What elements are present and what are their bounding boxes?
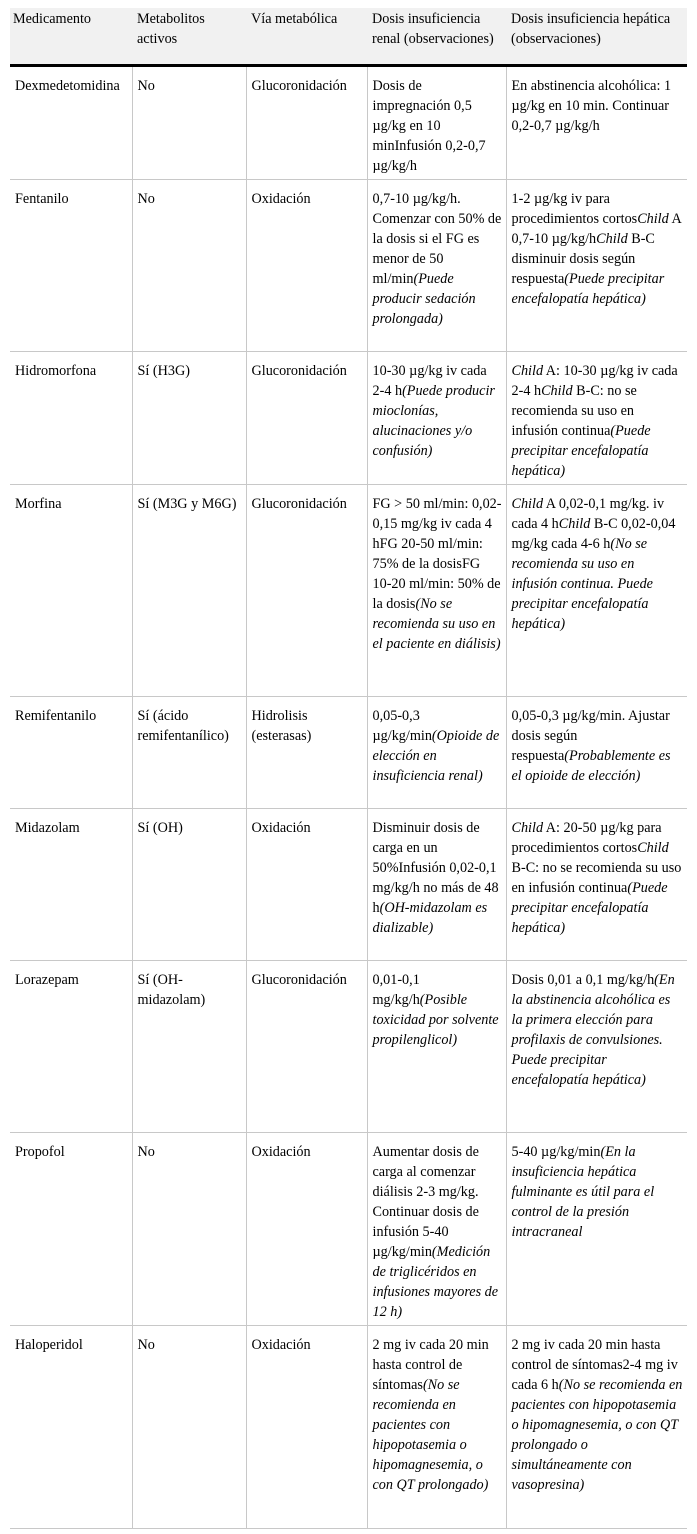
table-row	[10, 179, 687, 351]
metabolites-cell: No	[132, 65, 246, 179]
hepatic-dose-text: 5-40 µg/kg/min	[511, 1143, 601, 1160]
pathway-cell: Oxidación	[246, 808, 367, 960]
child-label: Child	[637, 839, 669, 856]
hepatic-observation: (En la insuficiencia hepática fulminante es útil para el control de la presión intracraneal	[511, 1143, 655, 1240]
child-label: Child	[511, 495, 544, 512]
table-row	[10, 65, 687, 179]
header-renal-dose: Dosis insuficiencia renal (observaciones)	[367, 8, 506, 65]
pathway-cell: Oxidación	[246, 179, 367, 351]
child-label: Child	[596, 230, 628, 247]
table-row	[10, 1132, 687, 1325]
child-label: Child	[541, 382, 573, 399]
table-row	[10, 484, 687, 696]
metabolites-cell: Sí (ácido remifentanílico)	[132, 696, 246, 808]
drug-cell: Remifentanilo	[10, 696, 132, 808]
hepatic-dose-text: B-C: no se recomienda su uso en infusión continua	[511, 382, 637, 439]
drug-cell: Midazolam	[10, 808, 132, 960]
renal-dose-cell	[367, 1132, 506, 1325]
metabolites-cell: No	[132, 1325, 246, 1528]
hepatic-dose-cell	[506, 484, 687, 696]
drug-cell: Fentanilo	[10, 179, 132, 351]
hepatic-dose-text: 1-2 µg/kg iv para procedimientos cortos	[511, 190, 638, 227]
renal-dose-text: 0,7-10 µg/kg/h. Comenzar con 50% de la dosis si el FG es menor de 50 ml/min	[372, 190, 502, 287]
renal-dose-cell	[367, 179, 506, 351]
renal-observation: (Opioide de elección en insuficiencia renal)	[372, 727, 500, 784]
table-body	[10, 65, 687, 1528]
hepatic-dose-text: B-C disminuir dosis según respuesta	[511, 230, 655, 287]
table-row	[10, 808, 687, 960]
child-label: Child	[637, 210, 669, 227]
renal-dose-cell	[367, 808, 506, 960]
metabolites-cell: Sí (H3G)	[132, 351, 246, 484]
table-row	[10, 696, 687, 808]
hepatic-dose-text: B-C: no se recomienda su uso en infusión continua	[511, 859, 682, 896]
renal-dose-text: 2 mg iv cada 20 min hasta control de síntomas	[372, 1336, 489, 1393]
hepatic-dose-text: 0,05-0,3 µg/kg/min. Ajustar dosis según respuesta	[511, 707, 670, 764]
drug-cell: Propofol	[10, 1132, 132, 1325]
renal-observation: (Medición de triglicéridos en infusiones mayores de 12 h)	[372, 1243, 499, 1320]
drug-cell: Haloperidol	[10, 1325, 132, 1528]
pathway-cell: Glucoronidación	[246, 65, 367, 179]
hepatic-dose-cell	[506, 1325, 687, 1528]
hepatic-dose-cell	[506, 1132, 687, 1325]
header-metabolites: Metabolitos activos	[132, 8, 246, 65]
metabolites-cell: No	[132, 179, 246, 351]
child-label: Child	[558, 515, 591, 532]
renal-observation: (No se recomienda en pacientes con hipopotasemia o hipomagnesemia, o con QT prolongado)	[372, 1376, 489, 1493]
hepatic-observation: (Puede precipitar encefalopatía hepática)	[511, 879, 668, 936]
header-drug: Medicamento	[10, 8, 132, 65]
drug-cell: Hidromorfona	[10, 351, 132, 484]
renal-dose-cell	[367, 1325, 506, 1528]
drug-cell: Dexmedetomidina	[10, 65, 132, 179]
table-row	[10, 1325, 687, 1528]
renal-dose-cell	[367, 351, 506, 484]
header-pathway: Vía metabólica	[246, 8, 367, 65]
renal-dose-text: Disminuir dosis de carga en un 50%Infusión 0,02-0,1 mg/kg/h no más de 48 h	[372, 819, 499, 916]
table-header	[10, 8, 687, 65]
hepatic-dose-cell	[506, 65, 687, 179]
drug-cell: Lorazepam	[10, 960, 132, 1132]
header-hepatic-dose: Dosis insuficiencia hepática (observaciones)	[506, 8, 687, 65]
metabolites-cell: Sí (OH-midazolam)	[132, 960, 246, 1132]
pathway-cell: Glucoronidación	[246, 351, 367, 484]
pathway-cell: Oxidación	[246, 1325, 367, 1528]
renal-dose-cell	[367, 484, 506, 696]
metabolites-cell: No	[132, 1132, 246, 1325]
hepatic-dose-cell	[506, 696, 687, 808]
hepatic-dose-cell	[506, 351, 687, 484]
renal-dose-text: 0,01-0,1 mg/kg/h	[372, 971, 420, 1008]
child-label: Child	[511, 362, 544, 379]
renal-dose-text: 0,05-0,3 µg/kg/min	[372, 707, 432, 744]
hepatic-dose-text: En abstinencia alcohólica: 1 µg/kg en 10 min. Continuar 0,2-0,7 µg/kg/h	[511, 77, 672, 134]
pathway-cell: Oxidación	[246, 1132, 367, 1325]
hepatic-dose-text: A: 20-50 µg/kg para procedimientos cortos	[511, 819, 662, 856]
hepatic-observation: (No se recomienda su uso en infusión continua. Puede precipitar encefalopatía hepática)	[511, 535, 653, 632]
metabolites-cell: Sí (OH)	[132, 808, 246, 960]
child-label: Child	[511, 819, 544, 836]
renal-dose-text: Aumentar dosis de carga al comenzar diálisis 2-3 mg/kg. Continuar dosis de infusión 5-40 µg/kg/min	[372, 1143, 479, 1260]
pathway-cell: Hidrolisis (esterasas)	[246, 696, 367, 808]
hepatic-observation: (Probablemente es el opioide de elección)	[511, 747, 671, 784]
drug-cell: Morfina	[10, 484, 132, 696]
hepatic-observation: (Puede precipitar encefalopatía hepática)	[511, 422, 651, 479]
renal-observation: (Posible toxicidad por solvente propilenglicol)	[372, 991, 499, 1048]
hepatic-dose-text: A 0,7-10 µg/kg/h	[511, 210, 681, 247]
renal-dose-text: FG > 50 ml/min: 0,02-0,15 mg/kg iv cada 4 hFG 20-50 ml/min: 75% de la dosisFG 10-20 ml/min: 50% de la dosis	[372, 495, 502, 612]
header-row	[10, 8, 687, 65]
renal-observation: (No se recomienda su uso en el paciente en diálisis)	[372, 595, 501, 652]
hepatic-dose-text: A: 10-30 µg/kg iv cada 2-4 h	[511, 362, 678, 399]
renal-observation: (Puede producir mioclonías, alucinaciones y/o confusión)	[372, 382, 495, 459]
hepatic-dose-cell	[506, 960, 687, 1132]
hepatic-dose-text: A 0,02-0,1 mg/kg. iv cada 4 h	[511, 495, 665, 532]
hepatic-dose-text: 2 mg iv cada 20 min hasta control de síntomas2-4 mg iv cada 6 h	[511, 1336, 678, 1393]
drug-dosing-table	[10, 8, 687, 1529]
renal-observation: (Puede producir sedación prolongada)	[372, 270, 476, 327]
hepatic-observation: (No se recomienda en pacientes con hipopotasemia o hipomagnesemia, o con QT prolongado o simultáneamente con vasopresina)	[511, 1376, 683, 1493]
renal-dose-cell	[367, 65, 506, 179]
renal-dose-cell	[367, 960, 506, 1132]
pathway-cell: Glucoronidación	[246, 484, 367, 696]
hepatic-dose-text: Dosis 0,01 a 0,1 mg/kg/h	[511, 971, 655, 988]
renal-dose-text: Dosis de impregnación 0,5 µg/kg en 10 minInfusión 0,2-0,7 µg/kg/h	[372, 77, 486, 174]
hepatic-observation: (Puede precipitar encefalopatía hepática)	[511, 270, 665, 307]
pathway-cell: Glucoronidación	[246, 960, 367, 1132]
table-row	[10, 960, 687, 1132]
renal-dose-cell	[367, 696, 506, 808]
renal-observation: (OH-midazolam es dializable)	[372, 899, 488, 936]
hepatic-dose-cell	[506, 808, 687, 960]
renal-dose-text: 10-30 µg/kg iv cada 2-4 h	[372, 362, 487, 399]
table-row	[10, 351, 687, 484]
metabolites-cell: Sí (M3G y M6G)	[132, 484, 246, 696]
hepatic-dose-cell	[506, 179, 687, 351]
hepatic-dose-text: B-C 0,02-0,04 mg/kg cada 4-6 h	[511, 515, 676, 552]
hepatic-observation: (En la abstinencia alcohólica es la primera elección para profilaxis de convulsiones. Puede precipitar encefalopatía hepática)	[511, 971, 675, 1088]
